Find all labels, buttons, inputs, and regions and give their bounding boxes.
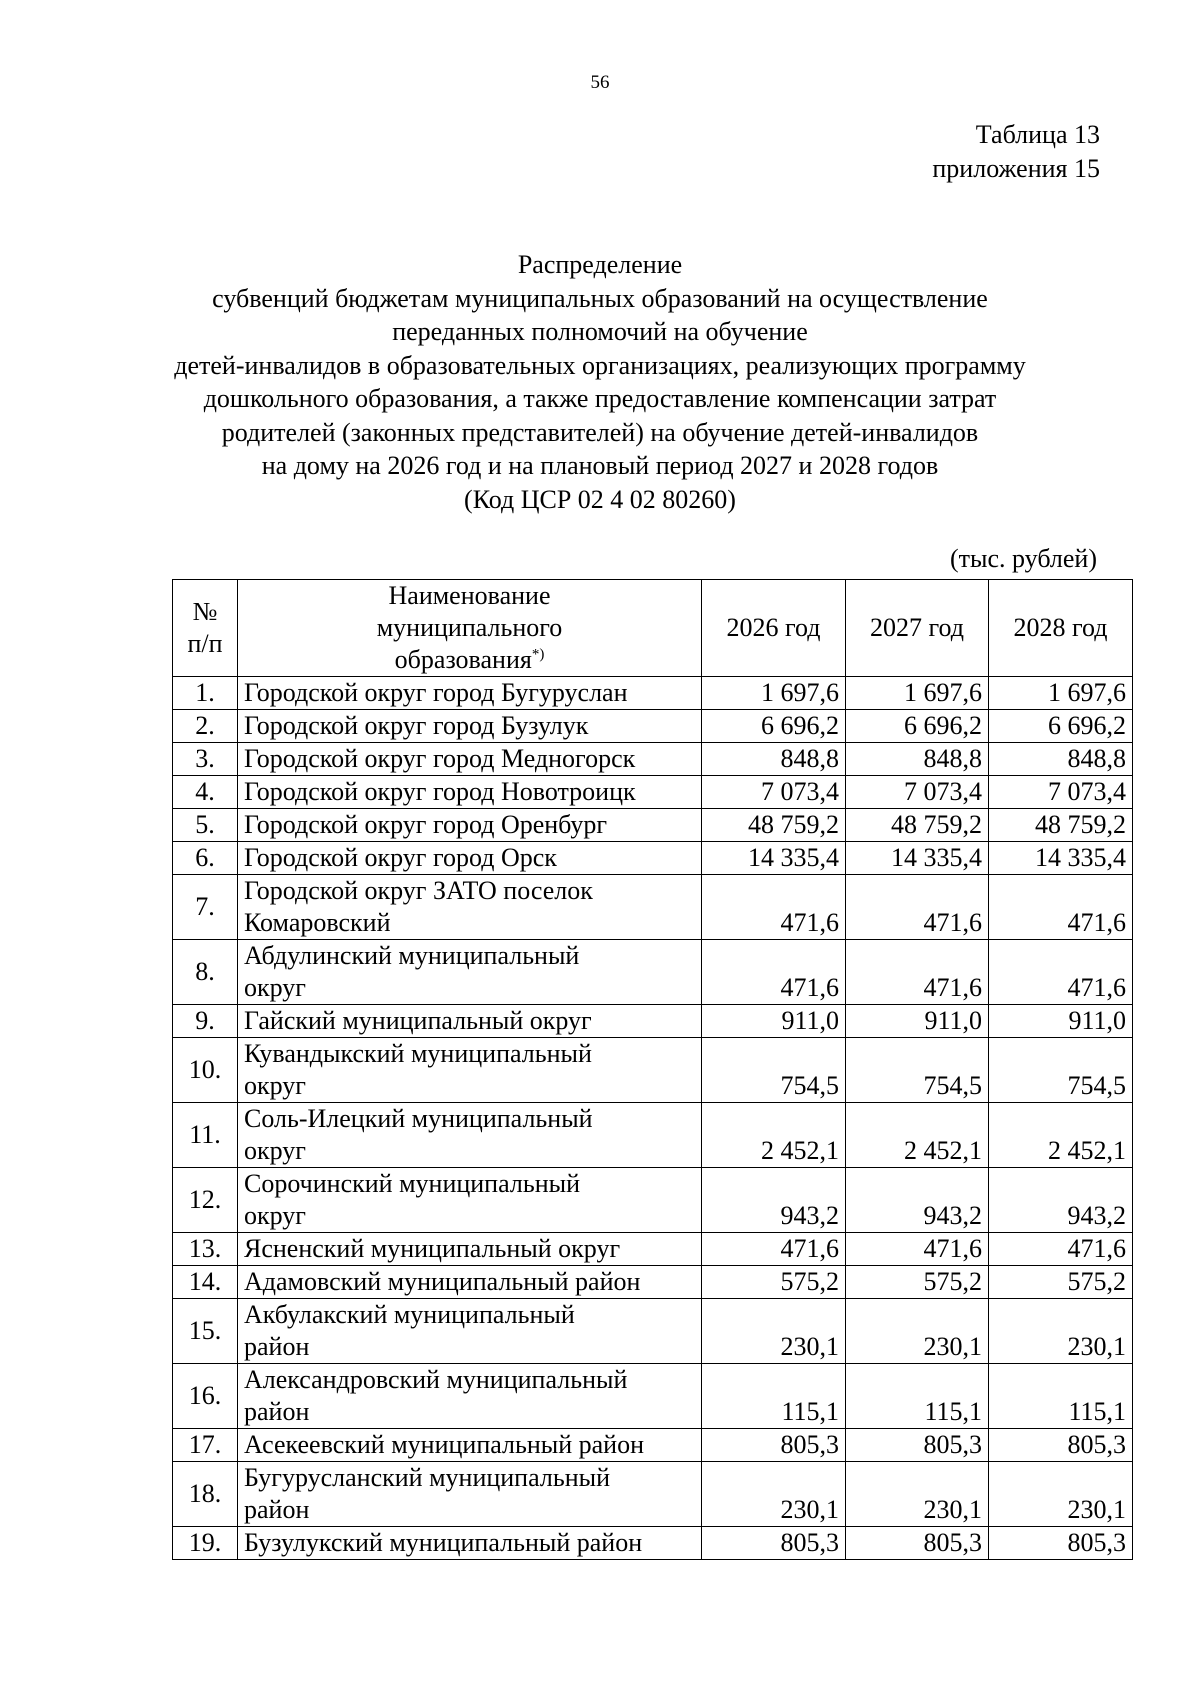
amount-2027: 754,5 [846,1038,989,1103]
amount-2027: 115,1 [846,1364,989,1429]
municipality-name [238,842,702,875]
amount-2028: 943,2 [989,1168,1133,1233]
document-title [0,248,1200,516]
amount-2028: 1 697,6 [989,677,1133,710]
municipality-name-line: Гайский муниципальный округ [244,1006,592,1035]
header-name-line: муниципального [376,613,563,642]
table-row [173,1038,1133,1103]
amount-2028: 115,1 [989,1364,1133,1429]
units-label: (тыс. рублей) [949,544,1097,573]
municipality-name-line: округ [244,973,306,1002]
municipality-name [238,1299,702,1364]
table-row [173,743,1133,776]
municipality-name-line: округ [244,1136,306,1165]
row-number: 17. [173,1429,238,1462]
amount-2027: 471,6 [846,875,989,940]
title-line: Распределение [517,250,683,279]
footnote-marker: *) [531,646,545,663]
municipality-name [238,776,702,809]
table-body [173,677,1133,1560]
table-row [173,1168,1133,1233]
municipality-name-line: Асекеевский муниципальный район [244,1430,645,1459]
row-number: 14. [173,1266,238,1299]
municipality-name-line: округ [244,1201,306,1230]
amount-2028: 575,2 [989,1266,1133,1299]
row-number: 5. [173,809,238,842]
header-num-line: п/п [187,629,223,658]
row-number: 2. [173,710,238,743]
amount-2028: 805,3 [989,1527,1133,1560]
row-number: 11. [173,1103,238,1168]
municipality-name-line: Бузулукский муниципальный район [244,1528,643,1557]
amount-2026: 471,6 [702,1233,846,1266]
title-line: переданных полномочий на обучение [392,317,808,346]
amount-2026: 1 697,6 [702,677,846,710]
amount-2028: 230,1 [989,1299,1133,1364]
municipality-name [238,1364,702,1429]
header-name-line [244,644,695,676]
subvention-table [172,579,1133,1560]
municipality-name-line: Городской округ ЗАТО поселок [244,876,593,905]
row-number: 16. [173,1364,238,1429]
amount-2027: 848,8 [846,743,989,776]
table-reference [932,118,1100,186]
amount-2026: 471,6 [702,940,846,1005]
municipality-name [238,1005,702,1038]
amount-2026: 754,5 [702,1038,846,1103]
header-num [173,580,238,677]
title-line: родителей (законных представителей) на обучение детей-инвалидов [221,417,979,447]
table-row [173,1364,1133,1429]
amount-2027: 943,2 [846,1168,989,1233]
amount-2027: 471,6 [846,1233,989,1266]
table-row [173,809,1133,842]
amount-2027: 7 073,4 [846,776,989,809]
municipality-name [238,1168,702,1233]
amount-2027: 6 696,2 [846,710,989,743]
amount-2026: 2 452,1 [702,1103,846,1168]
amount-2028: 471,6 [989,875,1133,940]
row-number: 7. [173,875,238,940]
table-row [173,677,1133,710]
amount-2027: 14 335,4 [846,842,989,875]
row-number: 3. [173,743,238,776]
amount-2027: 575,2 [846,1266,989,1299]
row-number: 9. [173,1005,238,1038]
title-line: субвенций бюджетам муниципальных образований на осуществление [212,283,988,313]
amount-2026: 48 759,2 [702,809,846,842]
table-header-row [173,580,1133,677]
table-row [173,1462,1133,1527]
table-row [173,710,1133,743]
title-line: детей-инвалидов в образовательных организациях, реализующих программу [174,350,1026,380]
amount-2026: 471,6 [702,875,846,940]
municipality-name-line: Городской округ город Бугуруслан [244,678,628,707]
municipality-name [238,677,702,710]
amount-2028: 7 073,4 [989,776,1133,809]
table-row [173,1429,1133,1462]
amount-2028: 48 759,2 [989,809,1133,842]
amount-2026: 7 073,4 [702,776,846,809]
amount-2027: 48 759,2 [846,809,989,842]
municipality-name [238,1462,702,1527]
municipality-name [238,1527,702,1560]
amount-2026: 848,8 [702,743,846,776]
municipality-name [238,1266,702,1299]
municipality-name-line: Городской округ город Бузулук [244,711,589,740]
table-row [173,1527,1133,1560]
amount-2028: 911,0 [989,1005,1133,1038]
municipality-name [238,1038,702,1103]
municipality-name [238,710,702,743]
header-name-text: образования [394,645,532,674]
amount-2028: 2 452,1 [989,1103,1133,1168]
amount-2027: 911,0 [846,1005,989,1038]
amount-2026: 14 335,4 [702,842,846,875]
amount-2028: 471,6 [989,1233,1133,1266]
row-number: 8. [173,940,238,1005]
amount-2026: 805,3 [702,1429,846,1462]
table-row [173,940,1133,1005]
amount-2027: 805,3 [846,1527,989,1560]
title-line: (Код ЦСР 02 4 02 80260) [464,484,736,514]
municipality-name-line: Городской округ город Медногорск [244,744,636,773]
row-number: 18. [173,1462,238,1527]
municipality-name-line: Бугурусланский муниципальный [244,1463,610,1492]
amount-2028: 230,1 [989,1462,1133,1527]
table-row [173,1103,1133,1168]
row-number: 4. [173,776,238,809]
municipality-name [238,1103,702,1168]
row-number: 19. [173,1527,238,1560]
row-number: 6. [173,842,238,875]
amount-2026: 230,1 [702,1462,846,1527]
amount-2026: 943,2 [702,1168,846,1233]
municipality-name-line: Городской округ город Новотроицк [244,777,636,806]
title-line: дошкольного образования, а также предоставление компенсации затрат [203,384,997,413]
table-row [173,1299,1133,1364]
municipality-name [238,875,702,940]
table-reference-line: Таблица 13 [975,120,1100,149]
municipality-name-line: Городской округ город Оренбург [244,810,608,839]
amount-2027: 1 697,6 [846,677,989,710]
table-row [173,1266,1133,1299]
amount-2028: 754,5 [989,1038,1133,1103]
row-number: 15. [173,1299,238,1364]
row-number: 1. [173,677,238,710]
amount-2026: 805,3 [702,1527,846,1560]
municipality-name-line: район [244,1332,310,1361]
municipality-name [238,1429,702,1462]
table-row [173,1005,1133,1038]
municipality-name-line: район [244,1397,310,1426]
amount-2027: 230,1 [846,1299,989,1364]
amount-2027: 805,3 [846,1429,989,1462]
row-number: 12. [173,1168,238,1233]
municipality-name-line: Акбулакский муниципальный [244,1300,575,1329]
header-name [238,580,702,677]
municipality-name-line: Александровский муниципальный [244,1365,628,1394]
municipality-name-line: Абдулинский муниципальный [244,941,580,970]
amount-2028: 14 335,4 [989,842,1133,875]
municipality-name-line: Адамовский муниципальный район [244,1267,641,1296]
amount-2026: 230,1 [702,1299,846,1364]
table-row [173,842,1133,875]
table-row [173,875,1133,940]
municipality-name [238,809,702,842]
municipality-name-line: округ [244,1071,306,1100]
amount-2026: 115,1 [702,1364,846,1429]
municipality-name [238,743,702,776]
header-2026: 2026 год [702,580,846,677]
municipality-name-line: Кувандыкский муниципальный [244,1039,592,1068]
municipality-name-line: район [244,1495,310,1524]
table-row [173,1233,1133,1266]
amount-2028: 805,3 [989,1429,1133,1462]
municipality-name-line: Комаровский [244,908,391,937]
municipality-name-line: Городской округ город Орск [244,843,557,872]
municipality-name-line: Соль-Илецкий муниципальный [244,1104,593,1133]
municipality-name [238,1233,702,1266]
amount-2027: 230,1 [846,1462,989,1527]
amount-2026: 575,2 [702,1266,846,1299]
municipality-name-line: Ясненский муниципальный округ [244,1234,621,1263]
amount-2028: 6 696,2 [989,710,1133,743]
amount-2028: 848,8 [989,743,1133,776]
header-2028: 2028 год [989,580,1133,677]
row-number: 10. [173,1038,238,1103]
table-row [173,776,1133,809]
header-2027: 2027 год [846,580,989,677]
municipality-name-line: Сорочинский муниципальный [244,1169,580,1198]
amount-2027: 471,6 [846,940,989,1005]
amount-2027: 2 452,1 [846,1103,989,1168]
amount-2028: 471,6 [989,940,1133,1005]
header-name-line: Наименование [388,581,551,610]
amount-2026: 6 696,2 [702,710,846,743]
page-number: 56 [590,72,610,93]
header-num-line: № [192,597,218,626]
amount-2026: 911,0 [702,1005,846,1038]
table-reference-line: приложения 15 [932,154,1100,183]
row-number: 13. [173,1233,238,1266]
title-line: на дому на 2026 год и на плановый период 2027 и 2028 годов [261,451,939,480]
municipality-name [238,940,702,1005]
